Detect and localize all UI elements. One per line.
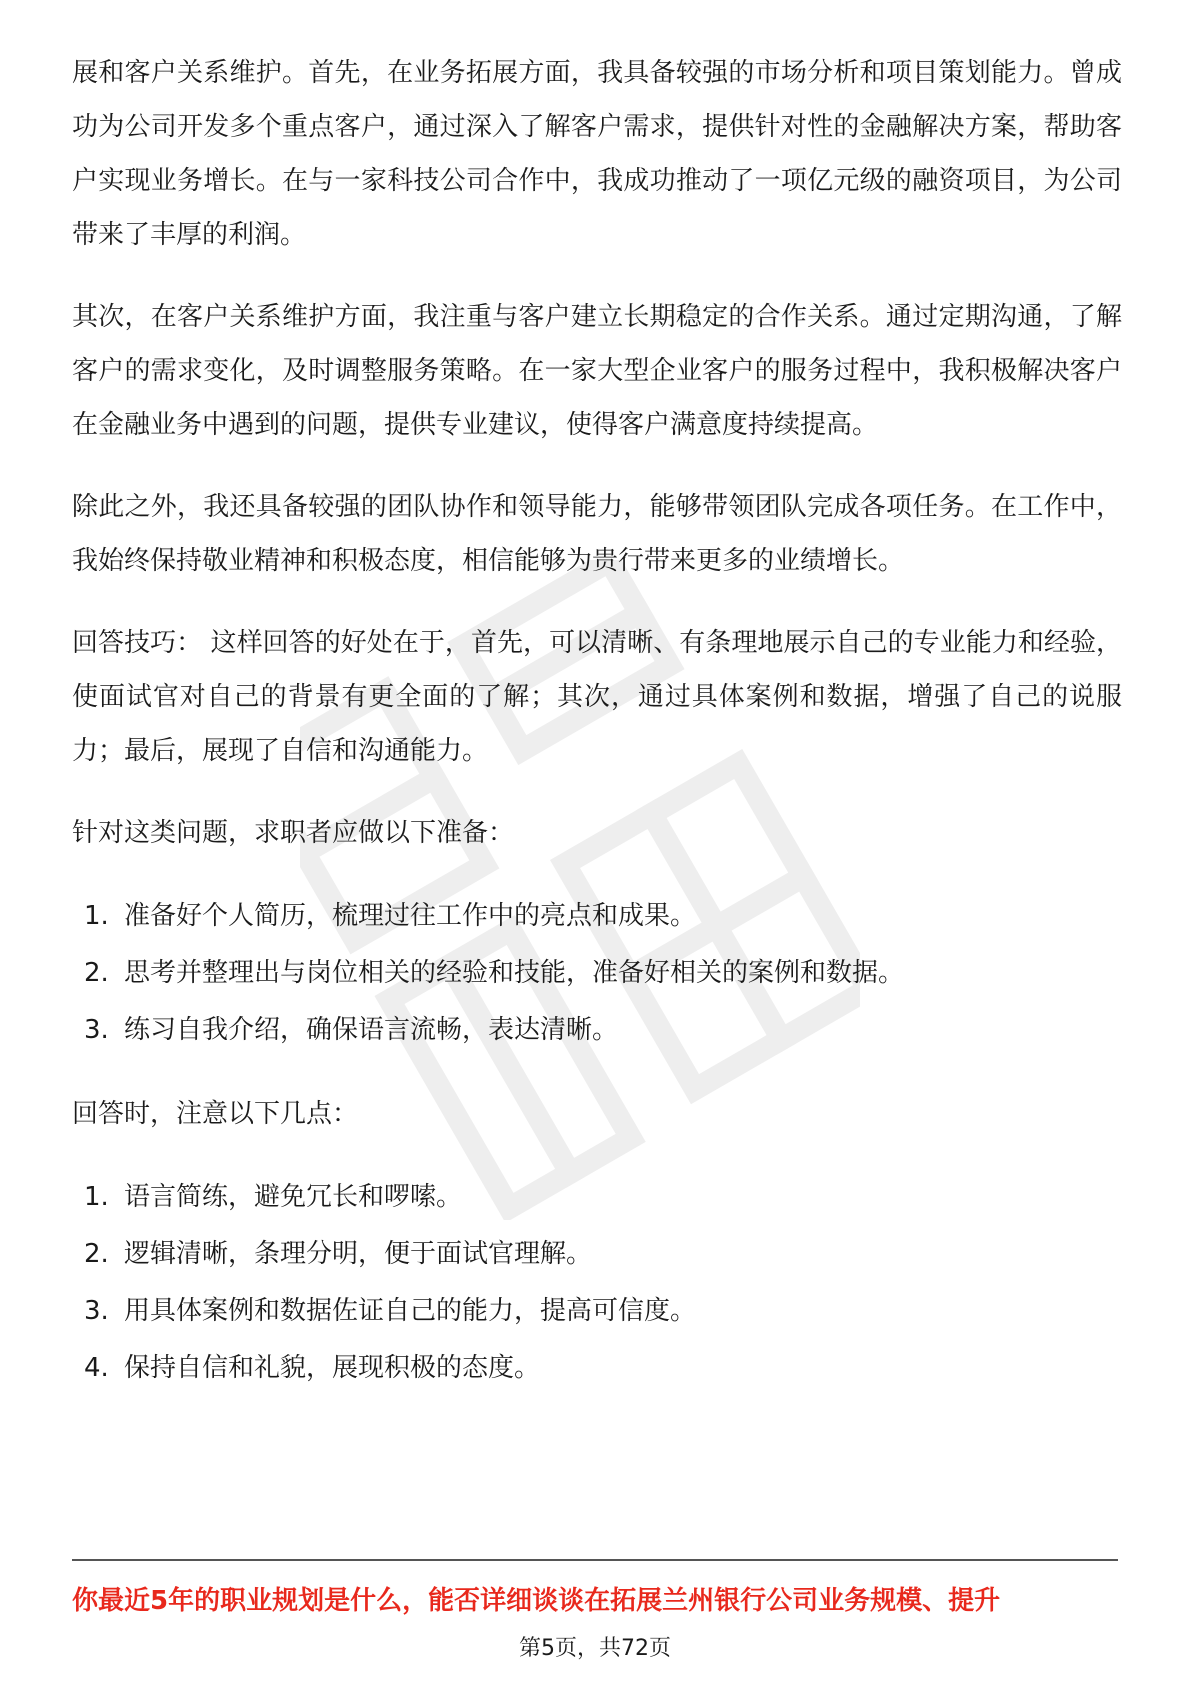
paragraph: 除此之外，我还具备较强的团队协作和领导能力，能够带领团队完成各项任务。在工作中，我始终保持敬业精神和积极态度，相信能够为贵行带来更多的业绩增长。 xyxy=(72,492,1122,576)
list-item xyxy=(72,1340,1122,1397)
list-item-number: 1. xyxy=(84,1182,109,1212)
list-item-number: 3. xyxy=(84,1015,109,1045)
list-item-text: 练习自我介绍，确保语言流畅，表达清晰。 xyxy=(124,1015,619,1045)
list-item-text: 语言简练，避免冗长和啰嗦。 xyxy=(124,1182,463,1212)
answer-tips-paragraph: 回答技巧： 这样回答的好处在于，首先，可以清晰、有条理地展示自己的专业能力和经验，使面试官对自己的背景有更全面的了解；其次，通过具体案例和数据，增强了自己的说服力；最后，展现了自信和沟通能力。 xyxy=(72,628,1122,766)
notes-list xyxy=(72,1169,1122,1397)
list-item-number: 3. xyxy=(84,1296,109,1326)
preparation-heading: 针对这类问题，求职者应做以下准备： xyxy=(72,818,515,848)
page-number: 第5页，共72页 xyxy=(519,1636,671,1661)
paragraph: 其次，在客户关系维护方面，我注重与客户建立长期稳定的合作关系。通过定期沟通，了解客户的需求变化，及时调整服务策略。在一家大型企业客户的服务过程中，我积极解决客户在金融业务中遇到的问题，提供专业建议，使得客户满意度持续提高。 xyxy=(72,302,1122,440)
list-item xyxy=(72,1283,1122,1340)
list-item-text: 用具体案例和数据佐证自己的能力，提高可信度。 xyxy=(124,1296,697,1326)
preparation-list xyxy=(72,888,1122,1059)
list-item xyxy=(72,1226,1122,1283)
list-item-number: 4. xyxy=(84,1353,109,1383)
list-item xyxy=(72,888,1122,945)
list-item-text: 保持自信和礼貌，展现积极的态度。 xyxy=(124,1353,541,1383)
list-item xyxy=(72,1169,1122,1226)
list-item xyxy=(72,1002,1122,1059)
footer-question: 你最近5年的职业规划是什么，能否详细谈谈在拓展兰州银行公司业务规模、提升 xyxy=(72,1586,1001,1616)
list-item-number: 2. xyxy=(84,1239,109,1269)
list-item-text: 逻辑清晰，条理分明，便于面试官理解。 xyxy=(124,1239,593,1269)
footer-divider xyxy=(72,1559,1118,1561)
body-content xyxy=(72,46,1122,1425)
list-item-text: 思考并整理出与岗位相关的经验和技能，准备好相关的案例和数据。 xyxy=(124,958,905,988)
list-item xyxy=(72,945,1122,1002)
list-item-number: 2. xyxy=(84,958,109,988)
notes-heading: 回答时，注意以下几点： xyxy=(72,1099,359,1129)
list-item-text: 准备好个人简历，梳理过往工作中的亮点和成果。 xyxy=(124,901,697,931)
paragraph: 展和客户关系维护。首先，在业务拓展方面，我具备较强的市场分析和项目策划能力。曾成功为公司开发多个重点客户，通过深入了解客户需求，提供针对性的金融解决方案，帮助客户实现业务增长。在与一家科技公司合作中，我成功推动了一项亿元级的融资项目，为公司带来了丰厚的利润。 xyxy=(72,58,1122,250)
list-item-number: 1. xyxy=(84,901,109,931)
